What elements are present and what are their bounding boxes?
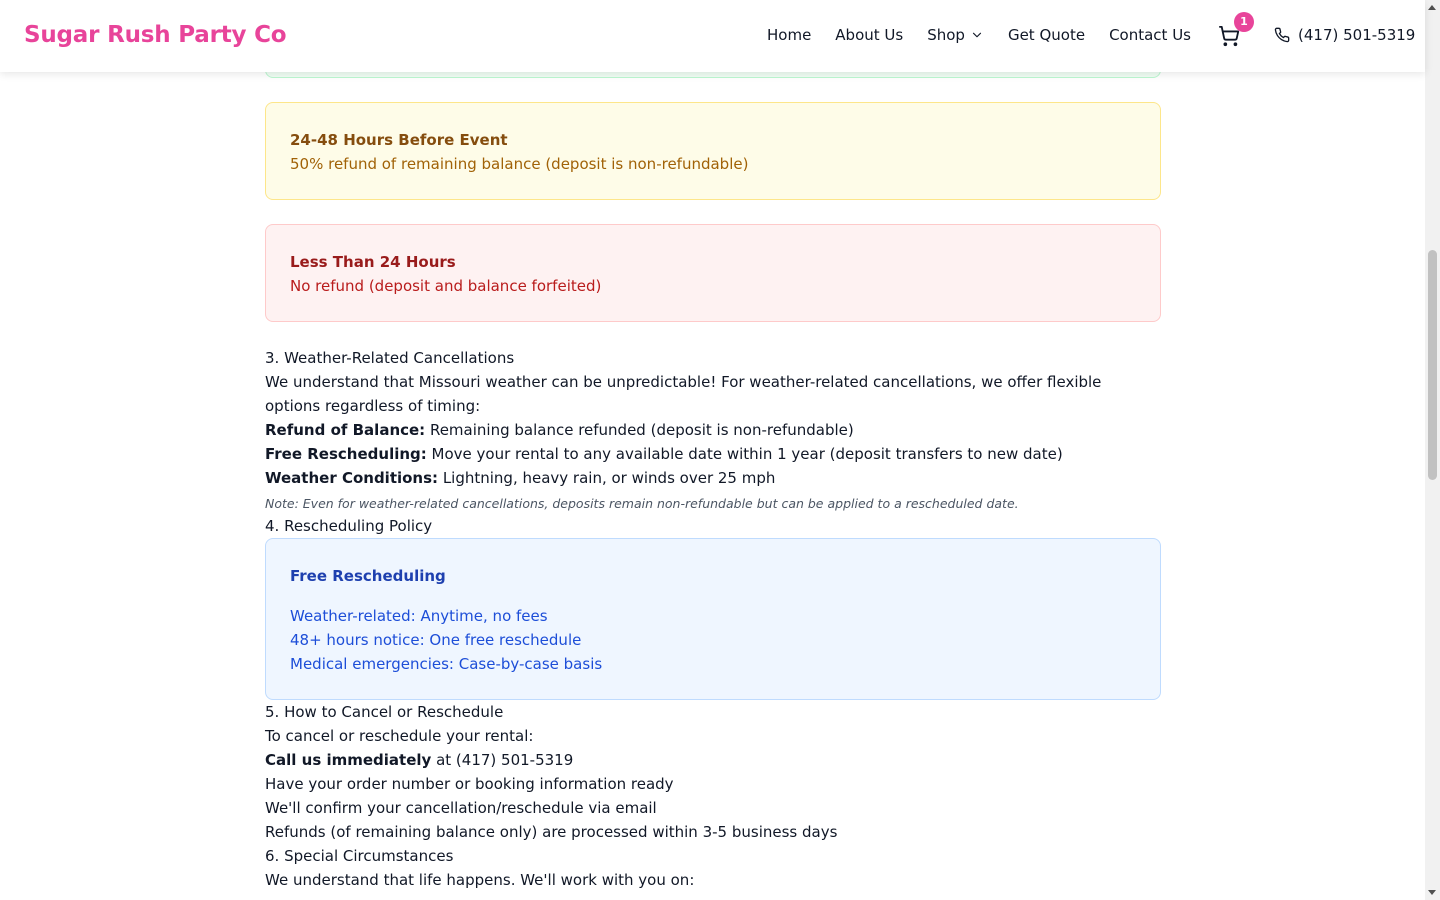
scroll-down-arrow-icon[interactable] [1428,890,1436,895]
weather-item-text: Remaining balance refunded (deposit is non-refundable) [425,421,854,439]
nav-home-link[interactable]: Home [767,26,812,44]
scrollbar-thumb[interactable] [1428,250,1437,480]
special-intro: We understand that life happens. We'll work with you on: [265,871,695,889]
rescheduling-heading: 4. Rescheduling Policy [265,517,433,535]
nav-about-link[interactable]: About Us [835,26,904,44]
nav-shop-label: Shop [927,26,965,44]
cart-count-badge: 1 [1234,12,1254,32]
weather-item [265,442,1161,466]
tier-text: 50% refund of remaining balance (deposit is non-refundable) [290,155,749,173]
nav-contact-link[interactable]: Contact Us [1109,26,1191,44]
weather-item-text: Lightning, heavy rain, or winds over 25 mph [438,469,776,487]
tier-text: No refund (deposit and balance forfeited) [290,277,602,295]
free-rescheduling-box [265,538,1161,700]
free-rescheduling-title: Free Rescheduling [290,567,446,585]
how-to-step: We'll confirm your cancellation/reschedule via email [265,799,657,817]
how-to-step: Refunds (of remaining balance only) are processed within 3-5 business days [265,823,838,841]
weather-item-text: Move your rental to any available date within 1 year (deposit transfers to new date) [426,445,1063,463]
weather-item-label: Weather Conditions: [265,469,439,487]
nav-shop-dropdown[interactable] [927,26,984,44]
weather-item [265,466,1161,490]
brand-logo[interactable]: Sugar Rush Party Co [24,22,287,48]
special-heading: 6. Special Circumstances [265,847,454,865]
rescheduling-line: Weather-related: Anytime, no fees [290,607,548,625]
tier-title: Less Than 24 Hours [290,253,456,271]
policy-content [265,102,1161,892]
call-text: at (417) 501-5319 [431,751,574,769]
phone-number: (417) 501-5319 [1298,26,1416,44]
tier-title: 24-48 Hours Before Event [290,131,508,149]
nav-quote-link[interactable]: Get Quote [1007,26,1086,44]
main-nav [767,26,1191,44]
chevron-down-icon [970,28,984,42]
header-phone-link[interactable] [1274,26,1415,44]
page-scrollbar[interactable] [1425,0,1440,900]
how-to-intro: To cancel or reschedule your rental: [265,727,534,745]
how-to-step: Have your order number or booking information ready [265,775,674,793]
refund-tier-less-24 [265,224,1161,322]
site-header [0,0,1425,72]
weather-item [265,418,1161,442]
rescheduling-line: 48+ hours notice: One free reschedule [290,631,582,649]
refund-tier-24-48 [265,102,1161,200]
how-to-heading: 5. How to Cancel or Reschedule [265,703,504,721]
weather-note: Note: Even for weather-related cancellations, deposits remain non-refundable but can be applied to a rescheduled date. [265,496,1019,511]
weather-intro: We understand that Missouri weather can be unpredictable! For weather-related cancellations, we offer flexible options regardless of timing: [265,373,1102,415]
scroll-up-arrow-icon[interactable] [1428,5,1436,10]
rescheduling-line: Medical emergencies: Case-by-case basis [290,655,603,673]
phone-icon [1274,27,1290,43]
call-label: Call us immediately [265,751,432,769]
how-to-call [265,748,1161,772]
weather-item-label: Refund of Balance: [265,421,426,439]
weather-heading: 3. Weather-Related Cancellations [265,349,515,367]
weather-item-label: Free Rescheduling: [265,445,427,463]
